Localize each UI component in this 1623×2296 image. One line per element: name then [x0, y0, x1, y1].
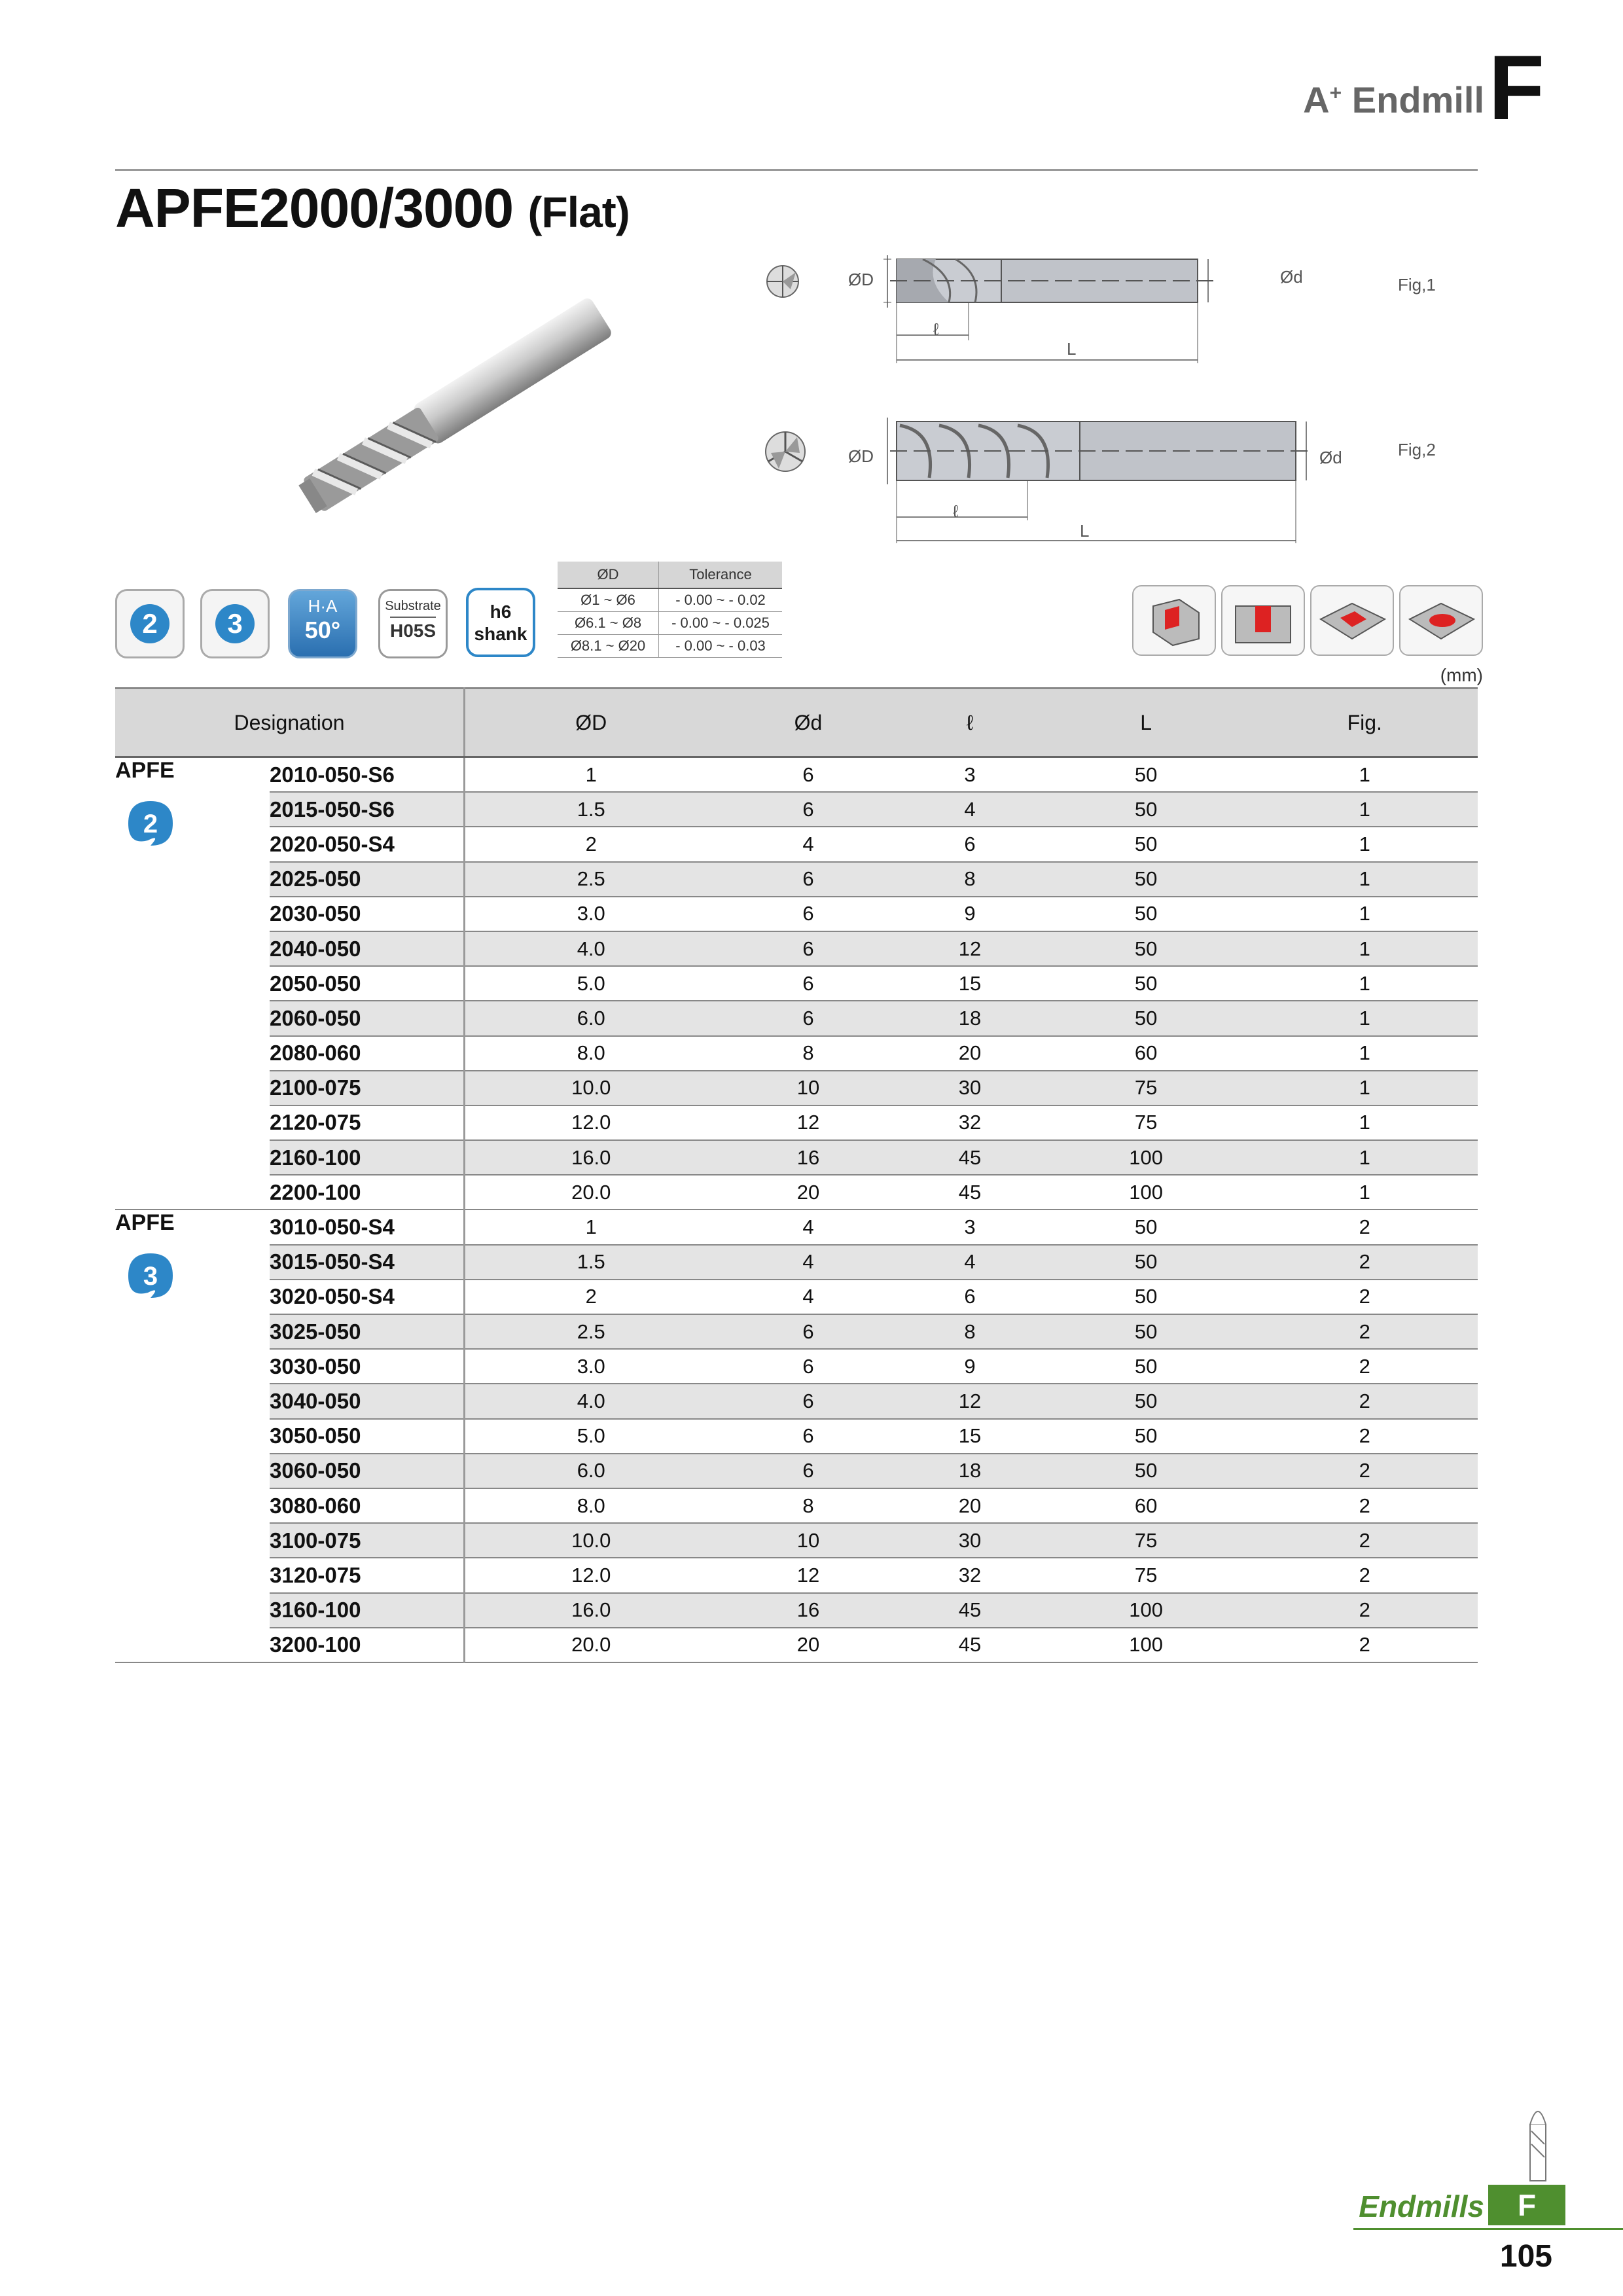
series-spacer [115, 862, 270, 897]
designation: 3025-050 [270, 1314, 465, 1349]
table-row [115, 1349, 1478, 1384]
shank-diameter: 6 [717, 931, 900, 966]
fig-number: 1 [1252, 862, 1478, 897]
shank-diameter: 20 [717, 1175, 900, 1210]
tol-row: Ø8.1 ~ Ø20 - 0.00 ~ - 0.03 [558, 635, 782, 658]
shank-diameter: 6 [717, 1314, 900, 1349]
table-row [115, 931, 1478, 966]
overall-length: 50 [1041, 827, 1252, 861]
designation: 3050-050 [270, 1419, 465, 1454]
three-flute-icon: 3 [200, 589, 270, 658]
overall-length: 100 [1041, 1593, 1252, 1628]
fig-number: 1 [1252, 1071, 1478, 1105]
table-row [115, 862, 1478, 897]
designation: 3160-100 [270, 1593, 465, 1628]
table-row [115, 1001, 1478, 1035]
fig2-dim-L: L [1080, 521, 1090, 541]
tol-row: Ø1 ~ Ø6 - 0.00 ~ - 0.02 [558, 588, 782, 612]
header-d: Ød [717, 689, 900, 757]
table-row [115, 1384, 1478, 1418]
series-spacer [115, 966, 270, 1001]
designation: 2040-050 [270, 931, 465, 966]
diameter-D: 16.0 [465, 1593, 717, 1628]
overall-length: 50 [1041, 1419, 1252, 1454]
fig2-dim-d: Ød [1319, 448, 1342, 467]
diameter-D: 3.0 [465, 1349, 717, 1384]
substrate-icon: Substrate H05S [378, 589, 448, 658]
unit-label: (mm) [1440, 665, 1483, 685]
tol-header-tolerance: Tolerance [659, 562, 783, 588]
shank-diameter: 4 [717, 1245, 900, 1280]
series-spacer [115, 931, 270, 966]
designation: 3100-075 [270, 1523, 465, 1558]
fig2-dim-l: ℓ [953, 501, 959, 521]
designation: 2030-050 [270, 897, 465, 931]
fig-number: 1 [1252, 757, 1478, 793]
shank-diameter: 20 [717, 1628, 900, 1662]
overall-length: 50 [1041, 1349, 1252, 1384]
header-l: ℓ [899, 689, 1040, 757]
diameter-D: 8.0 [465, 1488, 717, 1523]
section-title: A+ Endmill [1303, 79, 1484, 120]
diameter-D: 6.0 [465, 1001, 717, 1035]
flute-length: 18 [899, 1454, 1040, 1488]
table-row [115, 792, 1478, 827]
fig-number: 1 [1252, 931, 1478, 966]
fig-number: 1 [1252, 792, 1478, 827]
fig2-label: Fig,2 [1398, 440, 1436, 459]
designation: 3010-050-S4 [270, 1210, 465, 1244]
overall-length: 50 [1041, 792, 1252, 827]
product-table [115, 687, 1478, 1663]
shank-diameter: 6 [717, 1384, 900, 1418]
fig-number: 1 [1252, 827, 1478, 861]
shank-diameter: 16 [717, 1140, 900, 1175]
series-spacer [115, 1280, 270, 1314]
flute-length: 4 [899, 792, 1040, 827]
designation: 2060-050 [270, 1001, 465, 1035]
shank-diameter: 6 [717, 1001, 900, 1035]
designation: 2160-100 [270, 1140, 465, 1175]
table-row [115, 1558, 1478, 1592]
designation: 3020-050-S4 [270, 1280, 465, 1314]
shank-diameter: 6 [717, 792, 900, 827]
shank-diameter: 12 [717, 1105, 900, 1140]
table-row [115, 1036, 1478, 1071]
fig1-label: Fig,1 [1398, 275, 1436, 295]
page-title: APFE2000/3000 (Flat) [115, 177, 630, 239]
diameter-D: 1.5 [465, 792, 717, 827]
shank-diameter: 4 [717, 827, 900, 861]
table-row [115, 1523, 1478, 1558]
diameter-D: 4.0 [465, 931, 717, 966]
overall-length: 50 [1041, 862, 1252, 897]
series-spacer [115, 1105, 270, 1140]
fig1-dim-l: ℓ [933, 319, 939, 339]
series-spacer [115, 1454, 270, 1488]
series-spacer [115, 1071, 270, 1105]
header-L: L [1041, 689, 1252, 757]
designation: 3040-050 [270, 1384, 465, 1418]
diameter-D: 10.0 [465, 1071, 717, 1105]
fig-number: 2 [1252, 1628, 1478, 1662]
fig1-dim-D: ØD [848, 270, 874, 289]
flute-length: 9 [899, 1349, 1040, 1384]
designation: 2120-075 [270, 1105, 465, 1140]
flute-count: 2 [143, 810, 158, 838]
fig-number: 2 [1252, 1210, 1478, 1244]
header-D: ØD [465, 689, 717, 757]
diameter-D: 10.0 [465, 1523, 717, 1558]
header-divider [115, 169, 1478, 171]
series-spacer [115, 1523, 270, 1558]
overall-length: 50 [1041, 757, 1252, 793]
series-spacer [115, 1628, 270, 1662]
shank-diameter: 12 [717, 1558, 900, 1592]
series-spacer [115, 1036, 270, 1071]
shank-diameter: 6 [717, 1419, 900, 1454]
overall-length: 50 [1041, 1280, 1252, 1314]
flute-length: 45 [899, 1628, 1040, 1662]
diameter-D: 2 [465, 827, 717, 861]
flute-length: 6 [899, 827, 1040, 861]
section-letter: F [1488, 36, 1544, 139]
flute-length: 8 [899, 1314, 1040, 1349]
diameter-D: 8.0 [465, 1036, 717, 1071]
fig-number: 1 [1252, 1175, 1478, 1210]
table-row [115, 1280, 1478, 1314]
flute-length: 12 [899, 931, 1040, 966]
fig-number: 2 [1252, 1384, 1478, 1418]
fig-number: 1 [1252, 966, 1478, 1001]
fig-number: 2 [1252, 1314, 1478, 1349]
flute-length: 20 [899, 1036, 1040, 1071]
fig-number: 1 [1252, 1036, 1478, 1071]
diameter-D: 5.0 [465, 966, 717, 1001]
shank-diameter: 6 [717, 1454, 900, 1488]
tol-row: Ø6.1 ~ Ø8 - 0.00 ~ - 0.025 [558, 612, 782, 635]
fig1-dim-L: L [1067, 339, 1077, 359]
fig-number: 2 [1252, 1523, 1478, 1558]
fig-number: 2 [1252, 1280, 1478, 1314]
designation: 3200-100 [270, 1628, 465, 1662]
slotting-icon [1221, 585, 1305, 656]
overall-length: 100 [1041, 1175, 1252, 1210]
ramping-icon [1399, 585, 1483, 656]
series-spacer [115, 1558, 270, 1592]
fig-number: 1 [1252, 897, 1478, 931]
designation: 2020-050-S4 [270, 827, 465, 861]
shank-diameter: 10 [717, 1071, 900, 1105]
series-spacer [115, 1001, 270, 1035]
diameter-D: 12.0 [465, 1558, 717, 1592]
designation: 2100-075 [270, 1071, 465, 1105]
fig-number: 2 [1252, 1558, 1478, 1592]
shank-diameter: 6 [717, 966, 900, 1001]
footer-section-tab: F [1488, 2185, 1565, 2225]
diameter-D: 20.0 [465, 1175, 717, 1210]
designation: 3015-050-S4 [270, 1245, 465, 1280]
diameter-D: 16.0 [465, 1140, 717, 1175]
diameter-D: 1.5 [465, 1245, 717, 1280]
table-row [115, 1593, 1478, 1628]
shank-diameter: 8 [717, 1488, 900, 1523]
flute-length: 45 [899, 1175, 1040, 1210]
endmill-footer-icon [1525, 2098, 1551, 2183]
overall-length: 75 [1041, 1558, 1252, 1592]
flute-length: 15 [899, 966, 1040, 1001]
designation: 2025-050 [270, 862, 465, 897]
table-row [115, 1210, 1478, 1244]
overall-length: 50 [1041, 897, 1252, 931]
overall-length: 50 [1041, 1210, 1252, 1244]
series-spacer [115, 1245, 270, 1280]
fig2-dim-D: ØD [848, 446, 874, 466]
diameter-D: 12.0 [465, 1105, 717, 1140]
fig-number: 2 [1252, 1454, 1478, 1488]
fig-number: 2 [1252, 1488, 1478, 1523]
fig-number: 2 [1252, 1419, 1478, 1454]
table-row [115, 1140, 1478, 1175]
series-spacer [115, 792, 270, 827]
fig-number: 1 [1252, 1001, 1478, 1035]
fig1-dim-d: Ød [1280, 267, 1303, 287]
fig-number: 1 [1252, 1105, 1478, 1140]
flute-length: 4 [899, 1245, 1040, 1280]
diameter-D: 3.0 [465, 897, 717, 931]
flute-count: 3 [143, 1262, 158, 1291]
flute-length: 32 [899, 1558, 1040, 1592]
table-row [115, 1071, 1478, 1105]
flute-length: 45 [899, 1140, 1040, 1175]
series-spacer [115, 1488, 270, 1523]
designation: 3080-060 [270, 1488, 465, 1523]
shank-diameter: 10 [717, 1523, 900, 1558]
flute-length: 32 [899, 1105, 1040, 1140]
designation: 2015-050-S6 [270, 792, 465, 827]
series-spacer [115, 1593, 270, 1628]
series-name: APFE [115, 1210, 175, 1236]
diameter-D: 6.0 [465, 1454, 717, 1488]
pocketing-icon [1310, 585, 1394, 656]
series-spacer [115, 897, 270, 931]
overall-length: 75 [1041, 1071, 1252, 1105]
series-spacer [115, 1314, 270, 1349]
overall-length: 50 [1041, 1245, 1252, 1280]
overall-length: 50 [1041, 1454, 1252, 1488]
shoulder-milling-icon [1132, 585, 1216, 656]
flute-length: 20 [899, 1488, 1040, 1523]
flute-length: 45 [899, 1593, 1040, 1628]
shank-diameter: 16 [717, 1593, 900, 1628]
table-row [115, 1105, 1478, 1140]
overall-length: 75 [1041, 1105, 1252, 1140]
overall-length: 50 [1041, 966, 1252, 1001]
header-fig: Fig. [1252, 689, 1478, 757]
flute-length: 12 [899, 1384, 1040, 1418]
series-name: APFE [115, 758, 175, 783]
footer-category: Endmills [1359, 2189, 1484, 2223]
page-number: 105 [1499, 2239, 1552, 2274]
shank-diameter: 6 [717, 897, 900, 931]
diameter-D: 1 [465, 757, 717, 793]
table-row [115, 1314, 1478, 1349]
fig-number: 2 [1252, 1245, 1478, 1280]
table-row [115, 1419, 1478, 1454]
helix-angle-icon: H·A 50° [288, 589, 357, 658]
table-row [115, 1628, 1478, 1662]
diameter-D: 5.0 [465, 1419, 717, 1454]
h6-shank-icon: h6 shank [466, 588, 535, 657]
flute-length: 3 [899, 1210, 1040, 1244]
table-row [115, 897, 1478, 931]
table-row [115, 1454, 1478, 1488]
diameter-D: 2 [465, 1280, 717, 1314]
fig-number: 2 [1252, 1349, 1478, 1384]
overall-length: 100 [1041, 1628, 1252, 1662]
overall-length: 75 [1041, 1523, 1252, 1558]
shank-diameter: 4 [717, 1210, 900, 1244]
shank-diameter: 8 [717, 1036, 900, 1071]
diameter-D: 20.0 [465, 1628, 717, 1662]
flute-length: 30 [899, 1071, 1040, 1105]
shank-diameter: 6 [717, 757, 900, 793]
series-label [115, 757, 270, 838]
flute-length: 6 [899, 1280, 1040, 1314]
tolerance-table [558, 562, 782, 658]
fig-number: 1 [1252, 1140, 1478, 1175]
diameter-D: 2.5 [465, 1314, 717, 1349]
table-row [115, 1245, 1478, 1280]
shank-diameter: 4 [717, 1280, 900, 1314]
fig2-drawing [759, 412, 1322, 550]
two-flute-icon: 2 [115, 589, 185, 658]
series-spacer [115, 1349, 270, 1384]
footer-rule [1353, 2228, 1623, 2230]
designation: 2050-050 [270, 966, 465, 1001]
overall-length: 60 [1041, 1036, 1252, 1071]
table-row [115, 757, 1478, 793]
series-spacer [115, 1175, 270, 1210]
flute-length: 8 [899, 862, 1040, 897]
shank-diameter: 6 [717, 862, 900, 897]
table-row [115, 1488, 1478, 1523]
flute-length: 18 [899, 1001, 1040, 1035]
flute-length: 15 [899, 1419, 1040, 1454]
designation: 2080-060 [270, 1036, 465, 1071]
header-designation: Designation [115, 689, 465, 757]
fig1-drawing [759, 249, 1322, 380]
series-spacer [115, 1384, 270, 1418]
overall-length: 50 [1041, 1001, 1252, 1035]
shank-diameter: 6 [717, 1349, 900, 1384]
series-spacer [115, 827, 270, 861]
overall-length: 50 [1041, 1384, 1252, 1418]
diameter-D: 2.5 [465, 862, 717, 897]
designation: 3120-075 [270, 1558, 465, 1592]
tol-header-d: ØD [558, 562, 659, 588]
table-row [115, 966, 1478, 1001]
series-label [115, 1210, 270, 1291]
overall-length: 50 [1041, 1314, 1252, 1349]
table-row [115, 1175, 1478, 1210]
flute-length: 3 [899, 757, 1040, 793]
overall-length: 60 [1041, 1488, 1252, 1523]
designation: 3060-050 [270, 1454, 465, 1488]
table-row [115, 827, 1478, 861]
flute-length: 9 [899, 897, 1040, 931]
fig-number: 2 [1252, 1593, 1478, 1628]
flute-length: 30 [899, 1523, 1040, 1558]
overall-length: 100 [1041, 1140, 1252, 1175]
overall-length: 50 [1041, 931, 1252, 966]
series-spacer [115, 1140, 270, 1175]
designation: 3030-050 [270, 1349, 465, 1384]
series-spacer [115, 1419, 270, 1454]
designation: 2010-050-S6 [270, 757, 465, 793]
diameter-D: 4.0 [465, 1384, 717, 1418]
designation: 2200-100 [270, 1175, 465, 1210]
endmill-product-photo [275, 288, 628, 530]
diameter-D: 1 [465, 1210, 717, 1244]
